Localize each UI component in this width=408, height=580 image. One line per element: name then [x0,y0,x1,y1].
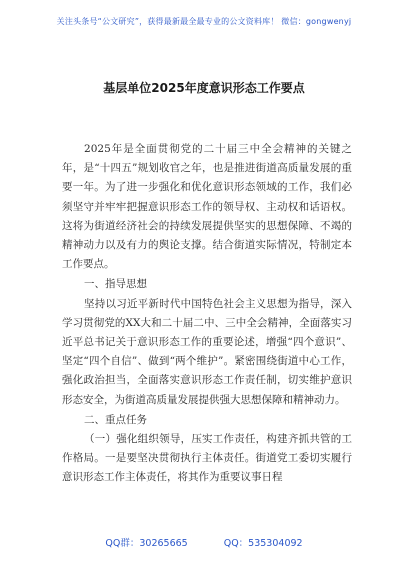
qq-group-text: QQ群：30265665 [105,538,188,549]
document-body [62,140,352,488]
footer-contact [0,535,408,549]
section-heading-key-tasks: 二、重点任务 [84,413,148,426]
intro-paragraph: 2025年是全面贯彻党的二十届三中全会精神的关键之年，是“十四五”规划收官之年，也是推进街道高质量发展的重要一年。为了进一步强化和优化意识形态领域的工作，我们必须坚守并牢牢把握意识形态工作的领导权、主动权和话语权。这将为街道经济社会的持续发展提供坚实的思想保障、不竭的精神动力以及有力的舆论支撑。结合街道实际情况，特制定本工作要点。 [62,143,352,271]
section-heading-guiding-ideology: 一、指导思想 [84,278,148,291]
document-title: 基层单位2025年度意识形态工作要点 [103,81,305,95]
header-banner: 关注头条号“公文研究”，获得最新最全最专业的公文资料库！ 微信：gongwenyj [56,17,352,26]
key-tasks-paragraph: （一）强化组织领导，压实工作责任，构建齐抓共管的工作格局。一是要坚决贯彻执行主体责任。街道党工委切实履行意识形态工作主体责任，将其作为重要议事日程 [62,433,352,484]
guiding-ideology-paragraph: 坚持以习近平新时代中国特色社会主义思想为指导，深入学习贯彻党的XX大和二十届二中、三中全会精神，全面落实习近平总书记关于意识形态工作的重要论述，增强“四个意识”、坚定“四个自信”、做到“两个维护”。紧密围绕街道中心工作，强化政治担当，全面落实意识形态工作责任制，切实维护意识形态安全，为街道高质量发展提供强大思想保障和精神动力。 [62,297,352,406]
qq-number-text: QQ：535304092 [223,538,303,549]
